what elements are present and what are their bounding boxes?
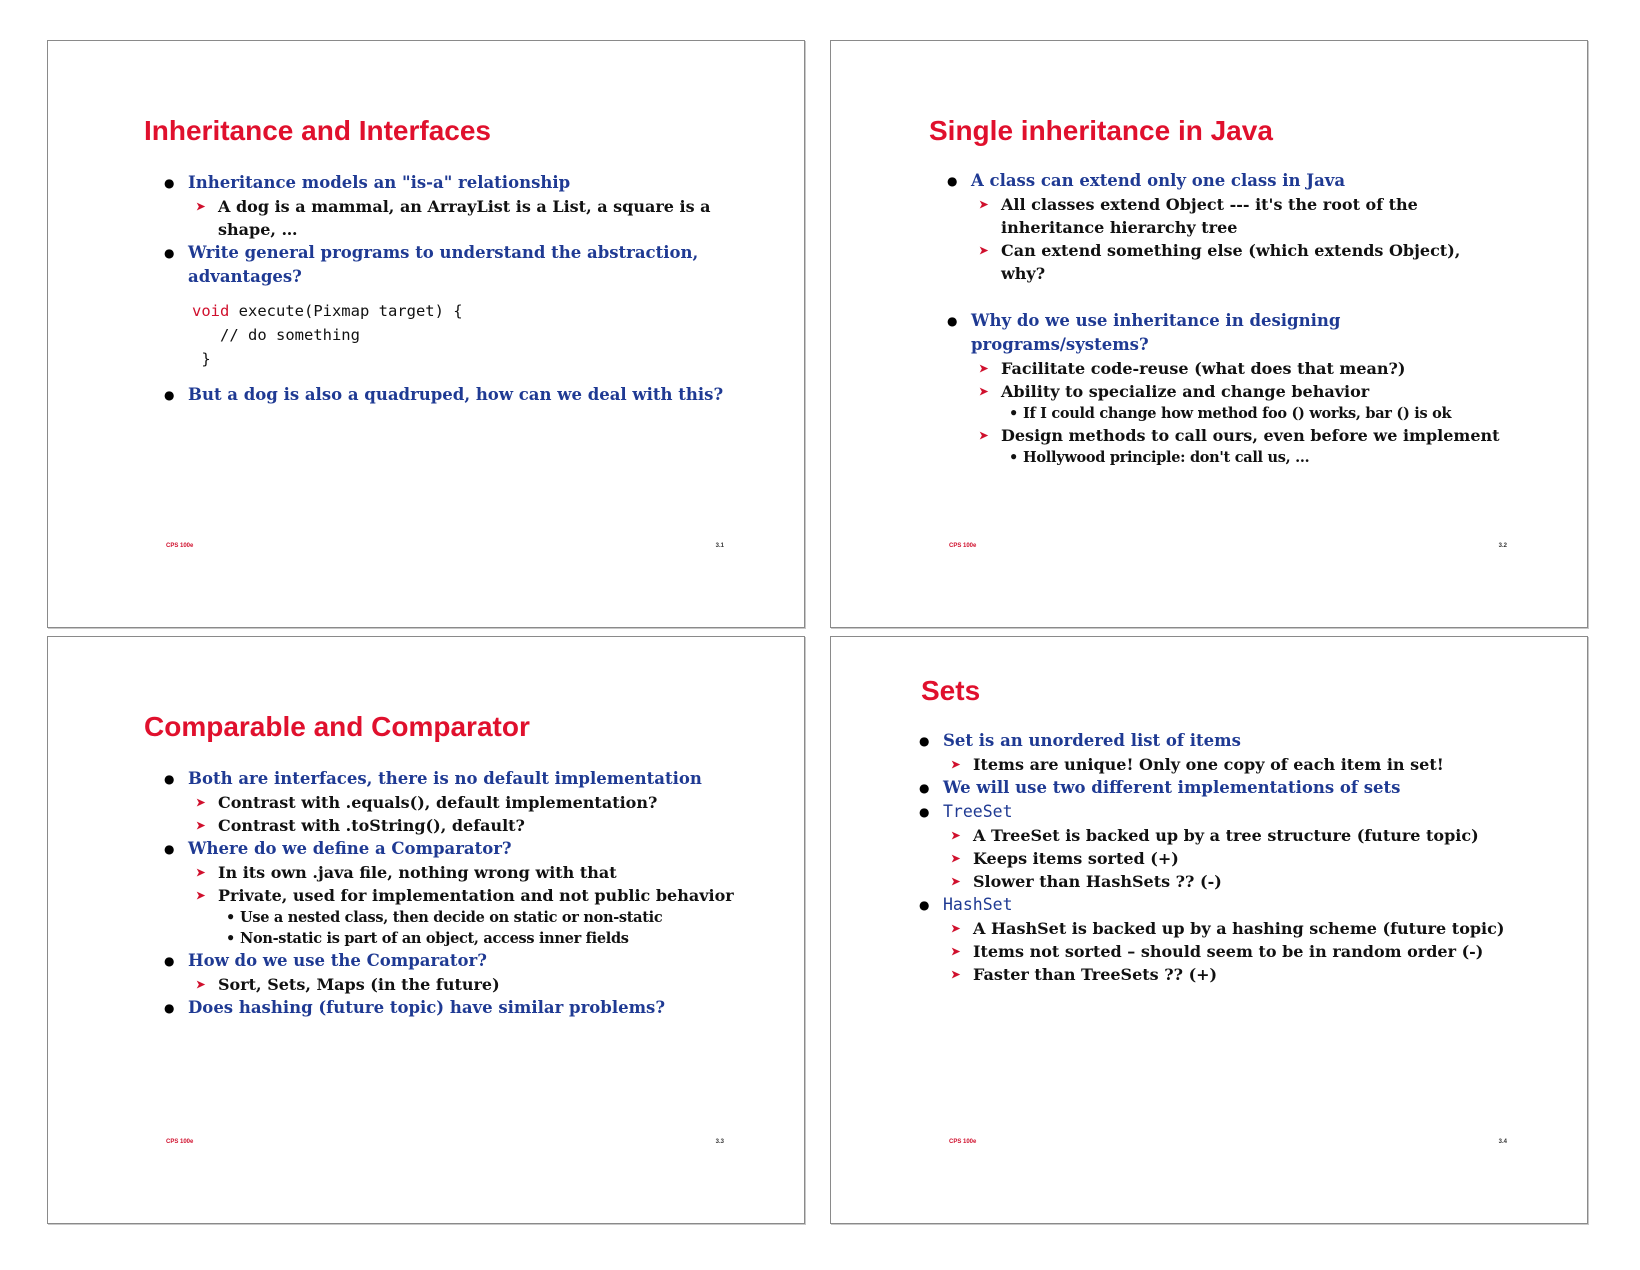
sub-bullet: ➤ Design methods to call ours, even before we implement: [979, 424, 1507, 447]
sub-bullet: ➤ A HashSet is backed up by a hashing scheme (future topic): [951, 917, 1519, 940]
bullet: ● Set is an unordered list of items: [919, 729, 1519, 753]
treeset-code: TreeSet: [943, 802, 1013, 821]
code-line: }: [192, 350, 211, 368]
sub-bullet: ➤ Contrast with .equals(), default implementation?: [196, 791, 744, 814]
code-block: [192, 299, 724, 371]
sub-bullet: ➤ In its own .java file, nothing wrong with that: [196, 861, 744, 884]
footer-page-number: 3.1: [715, 543, 724, 549]
sub-bullet: ➤ Private, used for implementation and not public behavior: [196, 884, 744, 907]
sub-sub-bullet: • If I could change how method foo () works, bar () is ok: [1009, 403, 1507, 424]
sub-sub-bullet: • Hollywood principle: don't call us, …: [1009, 447, 1507, 468]
footer-page-number: 3.4: [1498, 1139, 1507, 1145]
sub-bullet: ➤ Faster than TreeSets ?? (+): [951, 963, 1519, 986]
sub-bullet: ➤ Slower than HashSets ?? (-): [951, 870, 1519, 893]
footer-course: CPS 100e: [166, 1139, 194, 1145]
slide-title: Sets: [921, 675, 981, 706]
sub-bullet: ➤ Contrast with .toString(), default?: [196, 814, 744, 837]
sub-bullet: ➤ Items are unique! Only one copy of each item in set!: [951, 753, 1519, 776]
bullet: ● How do we use the Comparator?: [164, 949, 744, 973]
bullet: ● Where do we define a Comparator?: [164, 837, 744, 861]
bullet: ● Does hashing (future topic) have similar problems?: [164, 996, 744, 1020]
slide-comparable-and-comparator: [47, 636, 805, 1224]
bullet: ● Why do we use inheritance in designing programs/systems?: [947, 309, 1507, 357]
footer-course: CPS 100e: [949, 1139, 977, 1145]
footer-course: CPS 100e: [166, 543, 194, 549]
bullet: ● But a dog is also a quadruped, how can we deal with this?: [164, 383, 724, 407]
sub-bullet: ➤ A dog is a mammal, an ArrayList is a List, a square is a shape, …: [196, 195, 724, 241]
bullet: ● Inheritance models an "is-a" relationship: [164, 171, 724, 195]
bullet: ● We will use two different implementations of sets: [919, 776, 1519, 800]
bullet: [919, 800, 1519, 824]
sub-bullet: ➤ Keeps items sorted (+): [951, 847, 1519, 870]
footer-page-number: 3.2: [1498, 543, 1507, 549]
sub-bullet: ➤ Items not sorted – should seem to be in random order (-): [951, 940, 1519, 963]
slide-title: Comparable and Comparator: [144, 711, 530, 742]
bullet: ● A class can extend only one class in Java: [947, 169, 1507, 193]
slide-sets: [830, 636, 1588, 1224]
slide-title: Single inheritance in Java: [929, 115, 1273, 146]
slide-title: Inheritance and Interfaces: [144, 115, 492, 146]
sub-bullet: ➤ Ability to specialize and change behavior: [979, 380, 1507, 403]
code-line: execute(Pixmap target) {: [229, 302, 463, 320]
sub-bullet: ➤ Sort, Sets, Maps (in the future): [196, 973, 744, 996]
slide-single-inheritance: [830, 40, 1588, 628]
bullet: ● Write general programs to understand the abstraction, advantages?: [164, 241, 724, 289]
slide-inheritance-and-interfaces: [47, 40, 805, 628]
sub-sub-bullet: • Non-static is part of an object, access inner fields: [226, 928, 744, 949]
sub-bullet: ➤ All classes extend Object --- it's the root of the inheritance hierarchy tree: [979, 193, 1507, 239]
code-keyword: void: [192, 302, 230, 320]
footer-page-number: 3.3: [715, 1139, 724, 1145]
bullet: [919, 893, 1519, 917]
hashset-code: HashSet: [943, 895, 1013, 914]
code-line: // do something: [192, 326, 360, 344]
footer-course: CPS 100e: [949, 543, 977, 549]
sub-bullet: ➤ Facilitate code-reuse (what does that mean?): [979, 357, 1507, 380]
bullet: ● Both are interfaces, there is no default implementation: [164, 767, 744, 791]
sub-bullet: ➤ A TreeSet is backed up by a tree structure (future topic): [951, 824, 1519, 847]
sub-sub-bullet: • Use a nested class, then decide on static or non-static: [226, 907, 744, 928]
sub-bullet: ➤ Can extend something else (which extends Object), why?: [979, 239, 1507, 285]
